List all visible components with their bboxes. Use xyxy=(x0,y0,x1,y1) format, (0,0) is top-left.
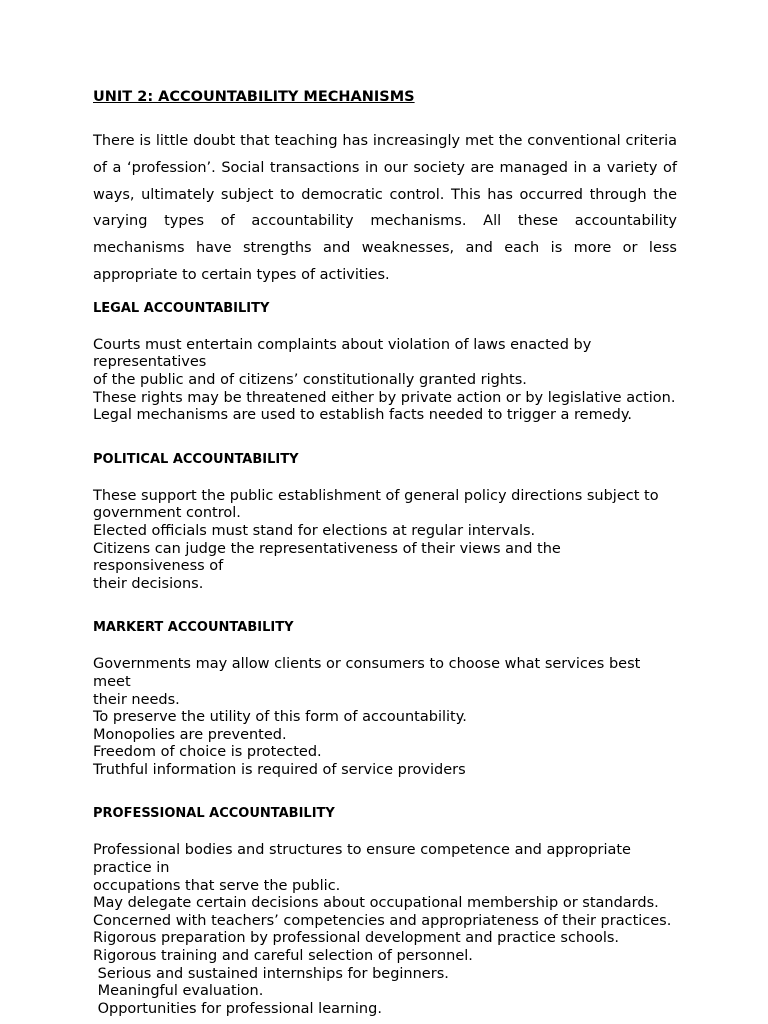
text-line: To preserve the utility of this form of accountability. xyxy=(93,709,467,726)
section-body-professional xyxy=(93,842,677,1018)
text-line: Legal mechanisms are used to establish facts needed to trigger a remedy. xyxy=(93,407,632,424)
section-heading-market: MARKERT ACCOUNTABILITY xyxy=(93,620,294,636)
text-line: Rigorous preparation by professional development and practice schools. xyxy=(93,930,620,947)
intro-paragraph: There is little doubt that teaching has increasingly met the conventional criteria of a ‘profession’. Social transactions in our society are managed in a variety of ways, ultimately subject to democratic control. This has occurred through the varying types of accountability mechanisms. All these accountability mechanisms have strengths and weaknesses, and each is more or less appropriate to certain types of activities. xyxy=(93,133,677,283)
text-line: Freedom of choice is protected. xyxy=(93,744,322,761)
text-line: Rigorous training and careful selection of personnel. xyxy=(93,948,473,965)
text-line: their needs. xyxy=(93,691,180,708)
text-line: Opportunities for professional learning. xyxy=(93,1000,382,1017)
section-heading-professional: PROFESSIONAL ACCOUNTABILITY xyxy=(93,806,335,822)
text-line: Monopolies are prevented. xyxy=(93,726,287,743)
text-line: occupations that serve the public. xyxy=(93,877,341,894)
page-title: UNIT 2: ACCOUNTABILITY MECHANISMS xyxy=(93,89,415,105)
text-line: of the public and of citizens’ constitutionally granted rights. xyxy=(93,371,527,388)
section-body-market xyxy=(93,656,677,779)
text-line: Professional bodies and structures to ensure competence and appropriate practice in xyxy=(93,842,636,877)
text-line: Truthful information is required of service providers xyxy=(93,761,466,778)
section-body-legal xyxy=(93,337,677,425)
text-line: May delegate certain decisions about occupational membership or standards. xyxy=(93,895,659,912)
section-heading-political: POLITICAL ACCOUNTABILITY xyxy=(93,451,299,467)
section-body-political xyxy=(93,488,677,594)
text-line: These rights may be threatened either by private action or by legislative action. xyxy=(93,389,676,406)
text-line: government control. xyxy=(93,505,241,522)
text-line: Courts must entertain complaints about violation of laws enacted by representatives xyxy=(93,336,596,371)
document-body xyxy=(93,87,677,1018)
section-heading-legal: LEGAL ACCOUNTABILITY xyxy=(93,300,270,316)
text-line: Meaningful evaluation. xyxy=(93,983,264,1000)
text-line: Serious and sustained internships for beginners. xyxy=(93,965,449,982)
text-line: Elected officials must stand for elections at regular intervals. xyxy=(93,522,536,539)
text-line: Governments may allow clients or consumers to choose what services best meet xyxy=(93,656,645,690)
text-line: Citizens can judge the representativeness of their views and the responsiveness of xyxy=(93,540,566,575)
text-line: their decisions. xyxy=(93,575,204,592)
text-line: Concerned with teachers’ competencies and appropriateness of their practices. xyxy=(93,912,672,929)
text-line: These support the public establishment of general policy directions subject to xyxy=(93,487,659,504)
